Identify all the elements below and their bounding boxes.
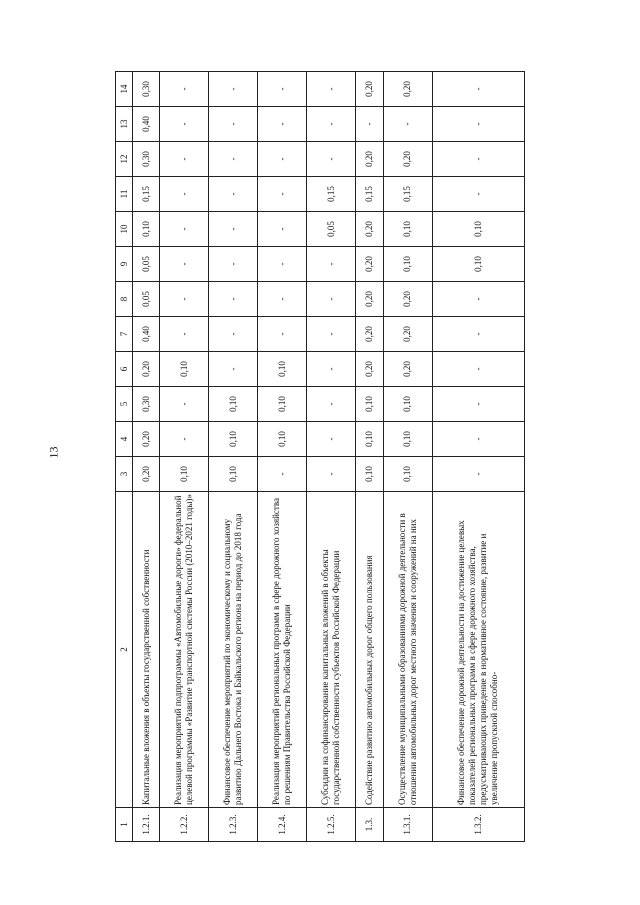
value-cell: - [356, 107, 383, 142]
value-cell: 0,20 [383, 142, 432, 177]
row-description: Реализация мероприятий подпрограммы «Автомобильные дороги» федеральной целевой программы «Развитие транспортной системы России (2010–2021 годы)» [160, 492, 209, 808]
value-cell: 0,10 [258, 352, 307, 387]
value-cell: 0,20 [383, 282, 432, 317]
value-cell: - [432, 177, 524, 212]
value-cell: - [432, 282, 524, 317]
value-cell: 0,10 [432, 247, 524, 282]
value-cell: 0,20 [383, 352, 432, 387]
value-cell: - [209, 177, 258, 212]
row-description: Содействие развитию автомобильных дорог общего пользования [356, 492, 383, 808]
value-cell: 0,10 [209, 387, 258, 422]
value-cell: - [258, 212, 307, 247]
column-header: 8 [116, 282, 133, 317]
value-cell: - [209, 317, 258, 352]
value-cell: 0,10 [383, 422, 432, 457]
value-cell: 0,20 [383, 72, 432, 107]
value-cell: 0,10 [356, 422, 383, 457]
value-cell: 0,20 [133, 457, 160, 492]
value-cell: 0,20 [383, 317, 432, 352]
value-cell: - [432, 317, 524, 352]
value-cell: - [307, 352, 356, 387]
table-row [383, 72, 432, 842]
value-cell: 0,05 [133, 247, 160, 282]
value-cell: - [160, 387, 209, 422]
column-header: 7 [116, 317, 133, 352]
value-cell: - [307, 387, 356, 422]
value-cell: 0,10 [160, 352, 209, 387]
value-cell: - [307, 142, 356, 177]
value-cell: - [258, 282, 307, 317]
column-header: 3 [116, 457, 133, 492]
value-cell: - [160, 282, 209, 317]
value-cell: - [432, 422, 524, 457]
value-cell: - [160, 72, 209, 107]
value-cell: 0,20 [356, 142, 383, 177]
value-cell: 0,05 [307, 212, 356, 247]
column-header: 11 [116, 177, 133, 212]
table-header-row [116, 72, 133, 842]
value-cell: - [432, 142, 524, 177]
value-cell: 0,20 [356, 282, 383, 317]
value-cell: - [307, 247, 356, 282]
table-row [258, 72, 307, 842]
value-cell: - [160, 317, 209, 352]
table-row [432, 72, 524, 842]
rotated-page-content [115, 72, 525, 842]
value-cell: 0,10 [432, 212, 524, 247]
value-cell: - [209, 282, 258, 317]
value-cell: - [160, 142, 209, 177]
value-cell: 0,20 [356, 72, 383, 107]
value-cell: 0,15 [307, 177, 356, 212]
value-cell: 0,10 [383, 247, 432, 282]
value-cell: 0,10 [258, 387, 307, 422]
value-cell: - [160, 177, 209, 212]
value-cell: - [209, 107, 258, 142]
value-cell: 0,30 [133, 387, 160, 422]
value-cell: - [209, 352, 258, 387]
value-cell: - [307, 422, 356, 457]
value-cell: 0,10 [258, 422, 307, 457]
row-code: 1.2.5. [307, 808, 356, 842]
value-cell: - [307, 317, 356, 352]
value-cell: - [432, 107, 524, 142]
indicator-table [115, 71, 525, 842]
value-cell: - [209, 72, 258, 107]
value-cell: 0,40 [133, 107, 160, 142]
column-header: 4 [116, 422, 133, 457]
value-cell: - [258, 247, 307, 282]
column-header: 13 [116, 107, 133, 142]
value-cell: 0,10 [383, 387, 432, 422]
value-cell: - [432, 352, 524, 387]
value-cell: 0,20 [356, 317, 383, 352]
value-cell: 0,40 [133, 317, 160, 352]
value-cell: 0,10 [160, 457, 209, 492]
value-cell: 0,20 [356, 352, 383, 387]
column-header: 9 [116, 247, 133, 282]
value-cell: 0,10 [383, 212, 432, 247]
value-cell: - [307, 282, 356, 317]
value-cell: 0,10 [383, 457, 432, 492]
value-cell: 0,10 [356, 387, 383, 422]
value-cell: - [209, 142, 258, 177]
column-header: 10 [116, 212, 133, 247]
row-description: Субсидии на софинансирование капитальных вложений в объекты государственной собственности субъектов Российской Федерации [307, 492, 356, 808]
row-code: 1.3.1. [383, 808, 432, 842]
column-header: 5 [116, 387, 133, 422]
value-cell: - [209, 247, 258, 282]
value-cell: - [307, 457, 356, 492]
value-cell: 0,20 [356, 247, 383, 282]
value-cell: 0,20 [133, 422, 160, 457]
table-row [133, 72, 160, 842]
column-header: 2 [116, 492, 133, 808]
value-cell: 0,15 [383, 177, 432, 212]
value-cell: - [258, 457, 307, 492]
row-description: Финансовое обеспечение дорожной деятельности на достижение целевых показателей региональных программ в сфере дорожного хозяйства, предусматривающих приведение в нормативное состояние, развитие и увеличение пропускной способно- [432, 492, 524, 808]
value-cell: - [432, 457, 524, 492]
row-code: 1.2.4. [258, 808, 307, 842]
value-cell: 0,10 [209, 457, 258, 492]
column-header: 12 [116, 142, 133, 177]
value-cell: - [258, 72, 307, 107]
value-cell: 0,10 [133, 212, 160, 247]
column-header: 6 [116, 352, 133, 387]
value-cell: 0,30 [133, 142, 160, 177]
table-row [209, 72, 258, 842]
value-cell: 0,10 [356, 457, 383, 492]
row-description: Финансовое обеспечение мероприятий по экономическому и социальному развитию Дальнего Востока и Байкальского региона на период до 2018 года [209, 492, 258, 808]
value-cell: - [209, 212, 258, 247]
value-cell: - [432, 72, 524, 107]
table-row [356, 72, 383, 842]
page-number: 13 [46, 446, 61, 459]
value-cell: 0,15 [133, 177, 160, 212]
table-row [307, 72, 356, 842]
value-cell: - [258, 177, 307, 212]
value-cell: - [258, 142, 307, 177]
row-code: 1.2.3. [209, 808, 258, 842]
value-cell: 0,05 [133, 282, 160, 317]
value-cell: - [160, 422, 209, 457]
value-cell: - [160, 212, 209, 247]
row-description: Капитальные вложения в объекты государственной собственности [133, 492, 160, 808]
row-description: Реализация мероприятий региональных программ в сфере дорожного хозяйства по решениям Правительства Российской Федерации [258, 492, 307, 808]
column-header: 14 [116, 72, 133, 107]
row-code: 1.2.2. [160, 808, 209, 842]
value-cell: - [160, 107, 209, 142]
table-row [160, 72, 209, 842]
row-code: 1.2.1. [133, 808, 160, 842]
value-cell: 0,15 [356, 177, 383, 212]
value-cell: 0,20 [133, 352, 160, 387]
row-code: 1.3.2. [432, 808, 524, 842]
value-cell: 0,20 [356, 212, 383, 247]
value-cell: - [307, 107, 356, 142]
value-cell: - [160, 247, 209, 282]
value-cell: 0,30 [133, 72, 160, 107]
value-cell: - [307, 72, 356, 107]
value-cell: - [432, 387, 524, 422]
row-code: 1.3. [356, 808, 383, 842]
row-description: Осуществление муниципальными образованиями дорожной деятельности в отношении автомобильных дорог местного значения и сооружений на них [383, 492, 432, 808]
column-header: 1 [116, 808, 133, 842]
value-cell: - [258, 317, 307, 352]
value-cell: 0,10 [209, 422, 258, 457]
value-cell: - [258, 107, 307, 142]
value-cell: - [383, 107, 432, 142]
